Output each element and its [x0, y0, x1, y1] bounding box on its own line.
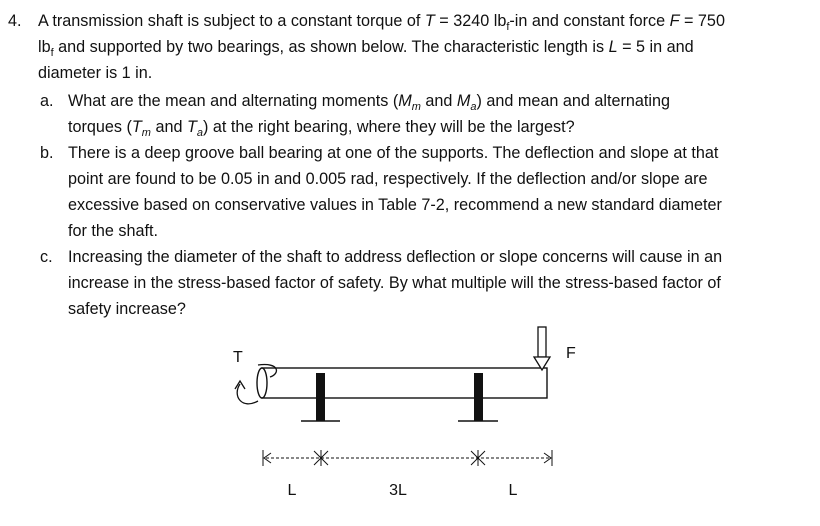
torque-label: T: [233, 349, 243, 366]
part-b-line-4: for the shaft.: [68, 222, 158, 240]
problem-number: 4.: [8, 12, 22, 30]
dim-left-label: L: [287, 482, 297, 499]
part-a-marker: a.: [40, 92, 54, 110]
part-c-line-3: safety increase?: [68, 300, 186, 318]
part-c-line-2: increase in the stress-based factor of safety. By what multiple will the stress-based factor of: [68, 274, 721, 292]
dim-right-label: L: [508, 482, 518, 499]
dim-middle-label: 3L: [389, 482, 407, 499]
part-c-line-1: Increasing the diameter of the shaft to address deflection or slope concerns will cause in an: [68, 248, 723, 266]
force-label: F: [566, 345, 576, 362]
part-b-line-1: There is a deep groove ball bearing at one of the supports. The deflection and slope at that: [68, 144, 719, 162]
dimension-lines: [263, 450, 552, 466]
intro-line-3: diameter is 1 in.: [38, 64, 153, 82]
intro-line-2: $lb_f$ and supported by two bearings, as shown below. The characteristic length is L = 5 in and: [38, 38, 694, 60]
force-arrow-icon: [534, 327, 550, 370]
part-b-line-3: excessive based on conservative values in Table 7-2, recommend a new standard diameter: [68, 196, 722, 214]
intro-line-1: A transmission shaft is subject to a constant torque of T = 3240 $lb_f-in$ and constant force F = 750: [38, 12, 725, 34]
part-a-line-1: What are the mean and alternating moments ($M_m$ and $M_a$) and mean and alternating: [68, 92, 670, 114]
part-a-line-2: torques ($T_m$ and $T_a$) at the right bearing, where they will be the largest?: [68, 118, 575, 140]
shaft: [257, 368, 547, 398]
part-b-marker: b.: [40, 144, 54, 162]
part-b-line-2: point are found to be 0.05 in and 0.005 rad, respectively. If the deflection and/or slope are: [68, 170, 708, 188]
part-c-marker: c.: [40, 248, 53, 266]
